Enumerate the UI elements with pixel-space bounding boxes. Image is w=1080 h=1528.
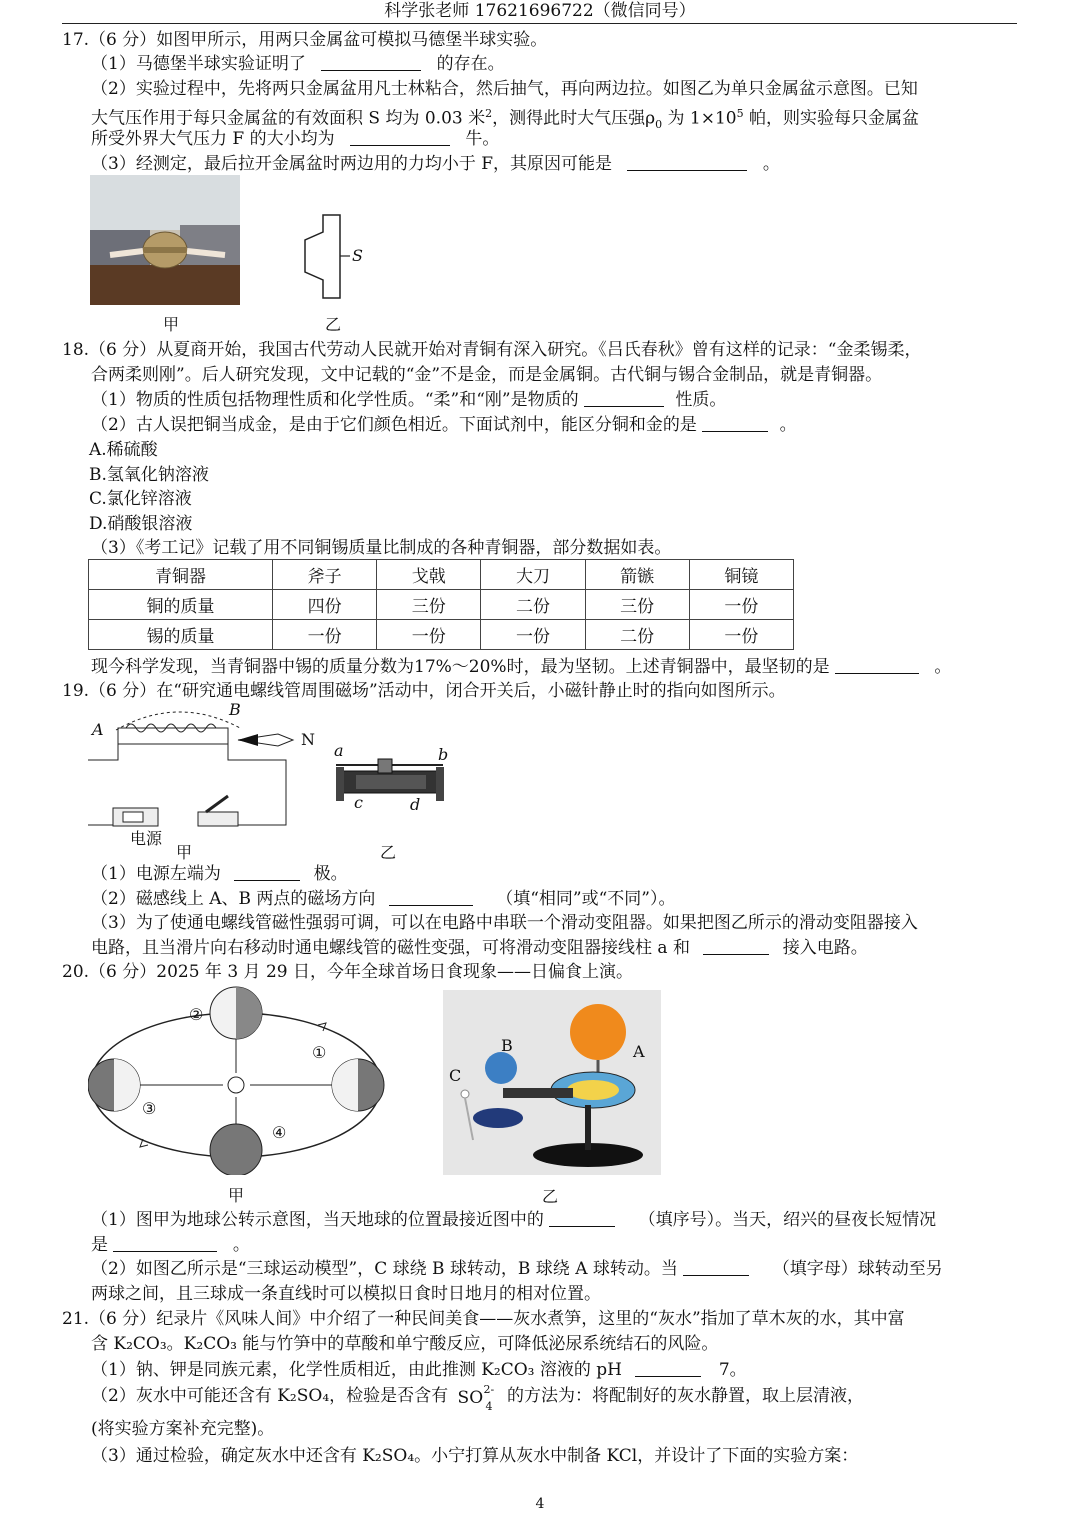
table-cell: 一份: [273, 620, 377, 650]
q19-label-a-point: A: [92, 720, 104, 739]
q17-basin-diagram: [295, 210, 375, 310]
table-header-cell: 铜镜: [689, 560, 793, 590]
q21-part2-line2: (将实验方案补充完整)。: [91, 1419, 275, 1439]
table-header-cell: 戈戟: [377, 560, 481, 590]
q19-part2: （2）磁感线上 A、B 两点的磁场方向 （填“相同”或“不同”）。: [91, 889, 676, 909]
q20-model-photo-yi: [443, 990, 661, 1175]
q17-blank1[interactable]: [321, 54, 421, 71]
q18-line2: 合两柔则刚”。后人研究发现，文中记载的“金”不是金，而是金属铜。古代铜与锡合金制品，就是青铜器。: [91, 365, 883, 385]
q19-label-n: N: [301, 730, 315, 749]
q21-line1: 21.（6 分）纪录片《风味人间》中介绍了一种民间美食——灰水煮笋，这里的“灰水”指加了草木灰的水，其中富: [62, 1309, 905, 1329]
table-cell: 二份: [585, 620, 689, 650]
table-row: [89, 590, 794, 620]
q20-label-c: C: [449, 1066, 462, 1085]
table-cell: 一份: [377, 620, 481, 650]
q18-line1: 18.（6 分）从夏商开始，我国古代劳动人民就开始对青铜有深入研究。《吕氏春秋》曾有这样的记录：“金柔锡柔，: [62, 340, 922, 360]
q19-label-yi: 乙: [380, 843, 397, 862]
q20-label-yi: 乙: [542, 1187, 559, 1206]
q19-label-a: a: [334, 741, 344, 760]
q17-fig-yi-label: 乙: [325, 315, 342, 334]
q19-blank3[interactable]: [703, 938, 769, 955]
q17-part2-line3: 所受外界大气压力 F 的大小均为 牛。: [91, 129, 500, 149]
table-row: [89, 620, 794, 650]
q20-label-n1: ①: [312, 1043, 327, 1062]
q20-part2-line2: 两球之间，且三球成一条直线时可以模拟日食时日地月的相对位置。: [91, 1284, 601, 1304]
table-cell: 三份: [585, 590, 689, 620]
q17-fig-jia-label: 甲: [163, 315, 180, 334]
table-header-cell: 斧子: [273, 560, 377, 590]
q19-title: 19.（6 分）在“研究通电螺线管周围磁场”活动中，闭合开关后，小磁针静止时的指向如图所示。: [62, 681, 786, 701]
q18-conclusion: 现今科学发现，当青铜器中锡的质量分数为17%～20%时，最为坚韧。上述青铜器中，最坚韧的是 。: [91, 657, 952, 677]
q18-part3: （3）《考工记》记载了用不同铜锡质量比制成的各种青铜器，部分数据如表。: [91, 538, 672, 558]
q19-blank1[interactable]: [234, 864, 300, 881]
q17-part2-line2: 大气压作用于每只金属盆的有效面积 S 均为 0.03 米$^2$，测得此时大气压强$\rho_0$ 为 $1\times 10^5$ 帕，则实验每只金属盆: [91, 107, 920, 132]
table-cell: 四份: [273, 590, 377, 620]
q20-orbit-jia: [88, 985, 398, 1205]
q17-photo-jia: [90, 175, 240, 305]
q21-blank1[interactable]: [635, 1360, 701, 1377]
q21-part3: （3）通过检验，确定灰水中还含有 K₂SO₄。小宁打算从灰水中制备 KCl，并设计了下面的实验方案：: [91, 1446, 859, 1466]
q19-circuit-jia: [88, 700, 333, 860]
sulfate-ion-formula: SO 2- 4: [457, 1383, 495, 1413]
q18-option-c[interactable]: C.氯化锌溶液: [89, 489, 192, 509]
table-header-cell: 大刀: [481, 560, 585, 590]
q18-option-a[interactable]: A.稀硫酸: [89, 440, 158, 460]
q20-label-n3: ③: [142, 1099, 157, 1118]
page-number: 4: [535, 1496, 545, 1512]
q17-blank2[interactable]: [350, 129, 450, 146]
q21-part2-line1: （2）灰水中可能还含有 K₂SO₄，检验是否含有 SO 2- 4 的方法为：将配制好的灰水静置，取上层清液，: [91, 1383, 864, 1413]
q20-title: 20.（6 分）2025 年 3 月 29 日，今年全球首场日食现象——日偏食上演。: [62, 962, 633, 982]
q18-option-d[interactable]: D.硝酸银溶液: [89, 514, 193, 534]
q19-label-b: b: [438, 745, 449, 764]
q19-label-c: c: [354, 793, 363, 812]
q18-part2: （2）古人误把铜当成金，是由于它们颜色相近。下面试剂中，能区分铜和金的是 。: [91, 415, 797, 435]
q20-blank1[interactable]: [549, 1210, 615, 1227]
q19-blank2[interactable]: [389, 889, 473, 906]
table-cell: 一份: [689, 590, 793, 620]
q19-label-d: d: [410, 795, 421, 814]
q19-label-jia: 甲: [176, 843, 193, 862]
q21-part1: （1）钠、钾是同族元素，化学性质相近，由此推测 K₂CO₃ 溶液的 pH 7。: [91, 1360, 747, 1380]
table-header-row: [89, 560, 794, 590]
q20-blank2[interactable]: [113, 1235, 217, 1252]
q18-part1: （1）物质的性质包括物理性质和化学性质。“柔”和“刚”是物质的 性质。: [91, 390, 727, 410]
q21-line2: 含 K₂CO₃。K₂CO₃ 能与竹笋中的草酸和单宁酸反应，可降低泌尿系统结石的风险。: [91, 1334, 719, 1354]
header-rule: [62, 23, 1017, 24]
q20-label-a: A: [633, 1042, 645, 1061]
q17-part3: （3）经测定，最后拉开金属盆时两边用的力均小于 F，其原因可能是 。: [91, 154, 780, 174]
q19-part1: （1）电源左端为 极。: [91, 864, 348, 884]
q20-label-n2: ②: [189, 1005, 204, 1024]
q17-label-s: S: [352, 246, 363, 265]
table-cell: 铜的质量: [89, 590, 273, 620]
table-header-cell: 箭镞: [585, 560, 689, 590]
q19-rheostat-yi: [328, 741, 453, 862]
q19-label-power: 电源: [130, 829, 163, 848]
table-header-cell: 青铜器: [89, 560, 273, 590]
q18-option-b[interactable]: B.氢氧化钠溶液: [89, 465, 209, 485]
q19-part3-line2: 电路，且当滑片向右移动时通电螺线管的磁性变强，可将滑动变阻器接线柱 a 和 接入电路。: [91, 938, 868, 958]
q17-part1: （1）马德堡半球实验证明了 的存在。: [91, 54, 505, 74]
q20-label-n4: ④: [272, 1123, 287, 1142]
q19-part3-line1: （3）为了使通电螺线管磁性强弱可调，可以在电路中串联一个滑动变阻器。如果把图乙所示的滑动变阻器接入: [91, 913, 918, 933]
q19-label-b-point: B: [229, 700, 241, 719]
q17-part2-line1: （2）实验过程中，先将两只金属盆用凡士林粘合，然后抽气，再向两边拉。如图乙为单只金属盆示意图。已知: [91, 79, 918, 99]
table-cell: 一份: [481, 620, 585, 650]
bronze-table: [88, 559, 794, 650]
q18-blank1[interactable]: [584, 390, 664, 407]
q20-part1-line2: 是 。: [91, 1235, 250, 1255]
q20-part2-line1: （2）如图乙所示是“三球运动模型”，C 球绕 B 球转动，B 球绕 A 球转动。当 （填字母）球转动至另: [91, 1259, 943, 1279]
table-cell: 一份: [689, 620, 793, 650]
q18-blank2[interactable]: [702, 415, 768, 432]
q20-label-b: B: [501, 1036, 513, 1055]
q18-blank3[interactable]: [835, 657, 919, 674]
q20-part1-line1: （1）图甲为地球公转示意图，当天地球的位置最接近图中的 （填序号）。当天，绍兴的昼夜长短情况: [91, 1210, 937, 1230]
q17-title: 17.（6 分）如图甲所示，用两只金属盆可模拟马德堡半球实验。: [62, 30, 548, 50]
q17-blank3[interactable]: [627, 154, 747, 171]
page-header: 科学张老师 17621696722（微信同号）: [384, 1, 696, 21]
q20-blank3[interactable]: [683, 1259, 749, 1276]
table-cell: 二份: [481, 590, 585, 620]
q20-label-jia: 甲: [228, 1186, 245, 1205]
table-cell: 锡的质量: [89, 620, 273, 650]
table-cell: 三份: [377, 590, 481, 620]
